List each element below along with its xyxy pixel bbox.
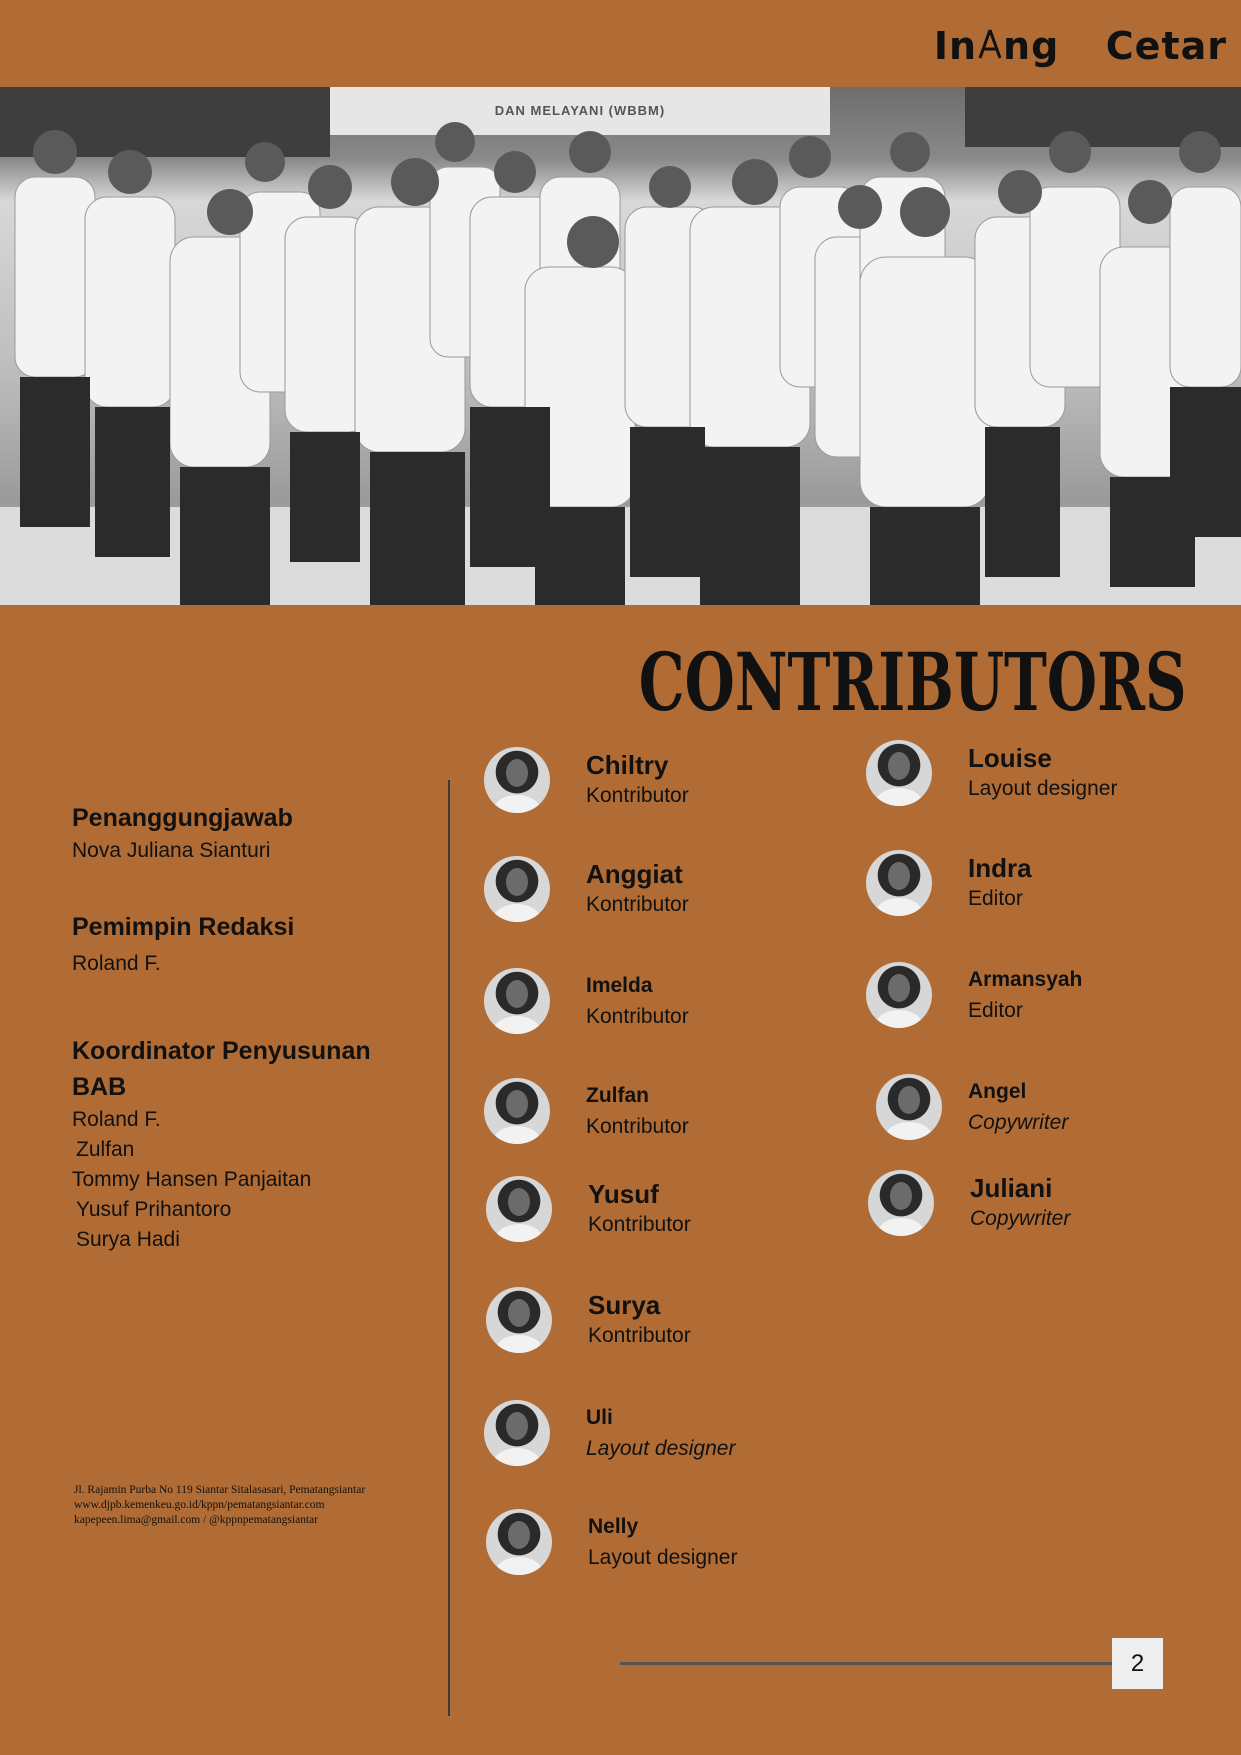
contributor-role: Kontributor <box>586 893 689 916</box>
contributor-card <box>486 1509 737 1575</box>
staff-name: Zulfan <box>76 1138 135 1161</box>
contributor-card <box>876 1074 1068 1140</box>
column-divider <box>448 780 450 1716</box>
staff-name: Tommy Hansen Panjaitan <box>72 1168 312 1191</box>
brand-text-in: In <box>933 24 978 68</box>
contributor-role: Layout designer <box>588 1546 738 1569</box>
contact-website[interactable]: www.djpb.kemenkeu.go.id/kppn/pematangsiantar.com <box>74 1499 325 1511</box>
avatar <box>866 962 932 1028</box>
contributor-name: Chiltry <box>586 750 669 780</box>
contributor-name: Nelly <box>588 1515 639 1538</box>
building-sign: DAN MELAYANI (WBBM) <box>330 87 830 135</box>
brand-logo <box>934 24 1227 68</box>
staff-name: Roland F. <box>72 1108 161 1131</box>
staff-section-penanggungjawab <box>72 800 293 866</box>
contributor-card <box>484 856 689 922</box>
contributor-name: Indra <box>968 853 1032 883</box>
contributor-name: Yusuf <box>588 1179 659 1209</box>
staff-role: Koordinator Penyusunan BAB <box>72 1037 371 1101</box>
staff-name: Surya Hadi <box>76 1228 180 1251</box>
staff-name: Roland F. <box>72 952 161 975</box>
contributor-name: Angel <box>968 1080 1027 1103</box>
contributor-name: Surya <box>588 1290 661 1320</box>
avatar <box>484 968 550 1034</box>
avatar <box>866 850 932 916</box>
avatar <box>484 1400 550 1466</box>
avatar <box>876 1074 942 1140</box>
staff-role: Penanggungjawab <box>72 804 293 832</box>
contributor-card <box>486 1287 691 1353</box>
contact-address: Jl. Rajamin Purba No 119 Siantar Sitalasasari, Pematangsiantar <box>74 1484 366 1496</box>
contributor-card <box>484 747 689 813</box>
contributor-card <box>486 1176 691 1242</box>
contributor-card <box>866 850 1032 916</box>
staff-name: Nova Juliana Sianturi <box>72 839 271 862</box>
avatar <box>486 1176 552 1242</box>
group-photo <box>0 87 1241 605</box>
contributor-name: Armansyah <box>968 968 1083 991</box>
contributor-name: Imelda <box>586 974 653 997</box>
contributor-role: Kontributor <box>586 1115 689 1138</box>
contributor-role: Editor <box>968 887 1023 910</box>
page-title: CONTRIBUTORS <box>638 635 1187 729</box>
contributor-card <box>866 962 1082 1028</box>
staff-role: Pemimpin Redaksi <box>72 913 295 941</box>
contact-email[interactable]: kapepeen.lima@gmail.com / @kppnpematangsiantar <box>74 1514 319 1526</box>
contributor-role: Kontributor <box>588 1213 691 1236</box>
contributor-name: Uli <box>586 1406 613 1429</box>
staff-section-pemimpin-redaksi <box>72 909 294 979</box>
contributor-role: Editor <box>968 999 1023 1022</box>
avatar <box>484 856 550 922</box>
page-number: 2 <box>1112 1638 1163 1689</box>
avatar <box>486 1287 552 1353</box>
avatar <box>868 1170 934 1236</box>
brand-text-ng: ng <box>1003 24 1060 68</box>
contributor-role: Copywriter <box>970 1207 1071 1230</box>
contributor-role: Kontributor <box>588 1324 691 1347</box>
brand-text-cetar: Cetar <box>1105 24 1227 68</box>
contributor-card <box>866 740 1117 806</box>
contributor-role: Kontributor <box>586 1005 689 1028</box>
contributor-card <box>484 1400 735 1466</box>
contributor-role: Copywriter <box>968 1111 1069 1134</box>
staff-section-koordinator <box>72 1033 412 1255</box>
contributor-name: Zulfan <box>586 1084 649 1107</box>
contributor-role: Layout designer <box>968 777 1118 800</box>
contributor-role: Layout designer <box>586 1437 736 1460</box>
avatar <box>866 740 932 806</box>
contributor-name: Louise <box>968 743 1052 773</box>
contributor-card <box>484 968 689 1034</box>
staff-name: Yusuf Prihantoro <box>76 1198 232 1221</box>
contact-info <box>74 1483 365 1528</box>
footer-rule <box>620 1662 1112 1665</box>
contributor-role: Kontributor <box>586 784 689 807</box>
avatar <box>484 747 550 813</box>
contributor-card <box>484 1078 689 1144</box>
avatar <box>484 1078 550 1144</box>
tower-icon <box>977 24 1003 68</box>
contributor-name: Juliani <box>970 1173 1053 1203</box>
contributor-card <box>868 1170 1070 1236</box>
contributor-name: Anggiat <box>586 859 683 889</box>
avatar <box>486 1509 552 1575</box>
